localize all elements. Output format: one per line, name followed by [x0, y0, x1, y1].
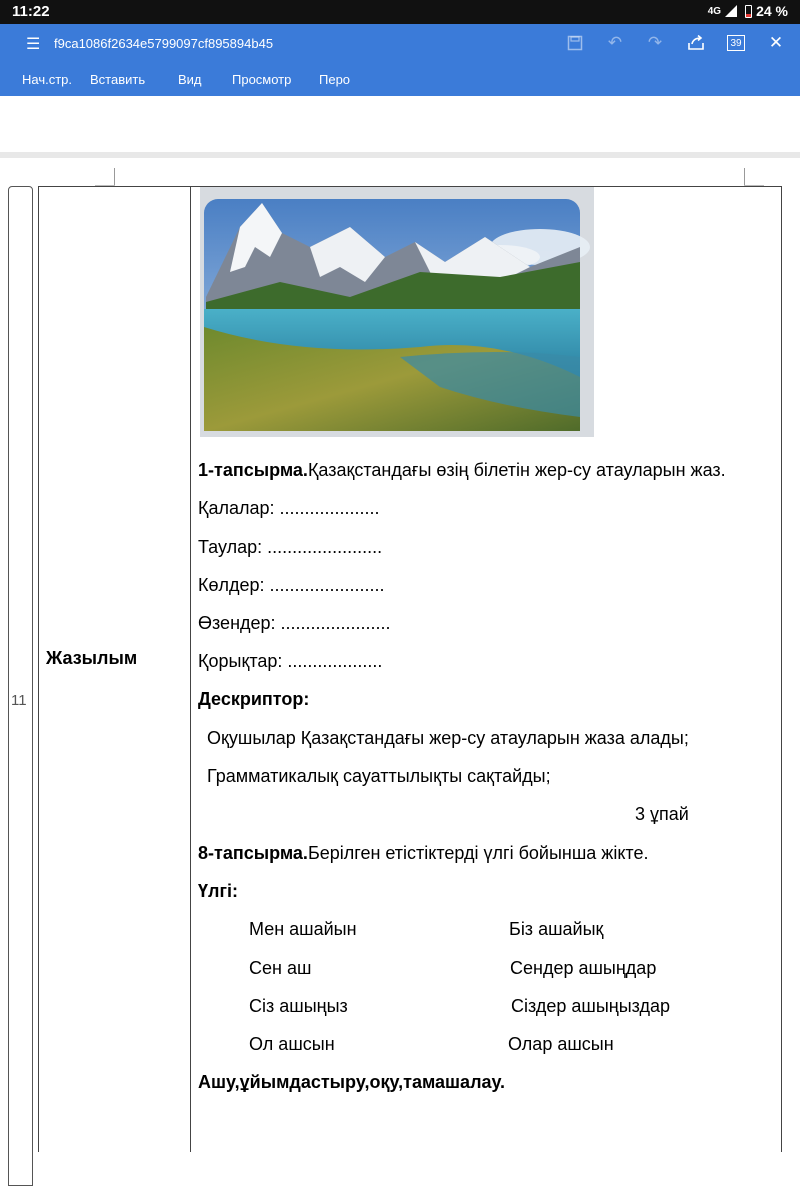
- descriptor-score: 3 ұпай: [635, 804, 689, 824]
- task1-item-mountains: Таулар: .......................: [198, 537, 383, 557]
- descriptor-title: Дескриптор:: [198, 689, 310, 709]
- close-icon[interactable]: ✕: [768, 33, 784, 52]
- sample-left-2: Сен аш: [249, 958, 312, 978]
- redo-icon[interactable]: ↷: [647, 33, 663, 52]
- sample-left-3: Сіз ашыңыз: [249, 996, 348, 1016]
- tab-review[interactable]: Просмотр: [232, 72, 292, 87]
- margin-mark-left: [114, 168, 115, 186]
- tab-view[interactable]: Вид: [178, 72, 202, 87]
- share-icon[interactable]: [684, 32, 708, 54]
- task1-item-rivers: Өзендер: ......................: [198, 613, 391, 633]
- descriptor-item-2: Грамматикалық сауаттылықты сақтайды;: [207, 766, 551, 786]
- signal-icon: [725, 5, 737, 17]
- status-bar: [0, 0, 800, 24]
- table-border-left: [38, 186, 39, 1152]
- sample-right-1: Біз ашайық: [509, 919, 604, 939]
- task1-item-cities: Қалалар: ....................: [198, 498, 380, 518]
- sample-right-2: Сендер ашыңдар: [510, 958, 657, 978]
- descriptor-item-1: Оқушылар Қазақстандағы жер-су атауларын жаза алады;: [207, 728, 689, 748]
- page-count-icon[interactable]: 39: [724, 32, 748, 54]
- clock: 11:22: [12, 3, 50, 20]
- status-icons: [708, 3, 788, 19]
- verbs-list: Ашу,ұйымдастыру,оқу,тамашалау.: [198, 1072, 505, 1092]
- page-separator: [0, 152, 800, 158]
- battery-level: 24 %: [756, 3, 788, 19]
- task1-item-lakes: Көлдер: .......................: [198, 575, 385, 595]
- tab-insert[interactable]: Вставить: [90, 72, 146, 87]
- ribbon-panel: [0, 96, 800, 152]
- sample-right-4: Олар ашсын: [508, 1034, 614, 1054]
- app-toolbar: [0, 24, 800, 96]
- task1-line: [198, 460, 726, 481]
- save-icon[interactable]: [563, 32, 587, 54]
- margin-mark-right: [744, 168, 745, 186]
- landscape-photo: [200, 187, 594, 437]
- task1-text: Қазақстандағы өзің білетін жер-су атауларын жаз.: [307, 460, 726, 480]
- menu-icon[interactable]: ☰: [26, 36, 41, 53]
- row-number-cell: [8, 186, 33, 1186]
- sample-title: Үлгі:: [198, 881, 238, 901]
- sample-right-3: Сіздер ашыңыздар: [511, 996, 671, 1016]
- sample-left-4: Ол ашсын: [249, 1034, 335, 1054]
- network-type: 4G: [707, 5, 722, 17]
- undo-icon[interactable]: ↶: [607, 33, 623, 52]
- document-title: f9ca1086f2634e5799097cf895894b45: [54, 36, 274, 51]
- section-label: Жазылым: [46, 648, 138, 668]
- task8-line: [198, 843, 648, 864]
- table-border-right: [781, 186, 782, 1152]
- sample-left-1: Мен ашайын: [249, 919, 357, 939]
- task1-item-reserves: Қорықтар: ...................: [198, 651, 383, 671]
- task8-text: Берілген етістіктерді үлгі бойынша жікте.: [307, 843, 649, 863]
- table-column-divider: [190, 186, 191, 1152]
- battery-icon: [745, 5, 752, 18]
- tab-pen[interactable]: Перо: [319, 72, 351, 87]
- task1-label: 1-тапсырма.: [198, 460, 308, 480]
- task8-label: 8-тапсырма.: [198, 843, 308, 863]
- row-number: 11: [11, 692, 27, 709]
- tab-home[interactable]: Нач.стр.: [22, 72, 73, 87]
